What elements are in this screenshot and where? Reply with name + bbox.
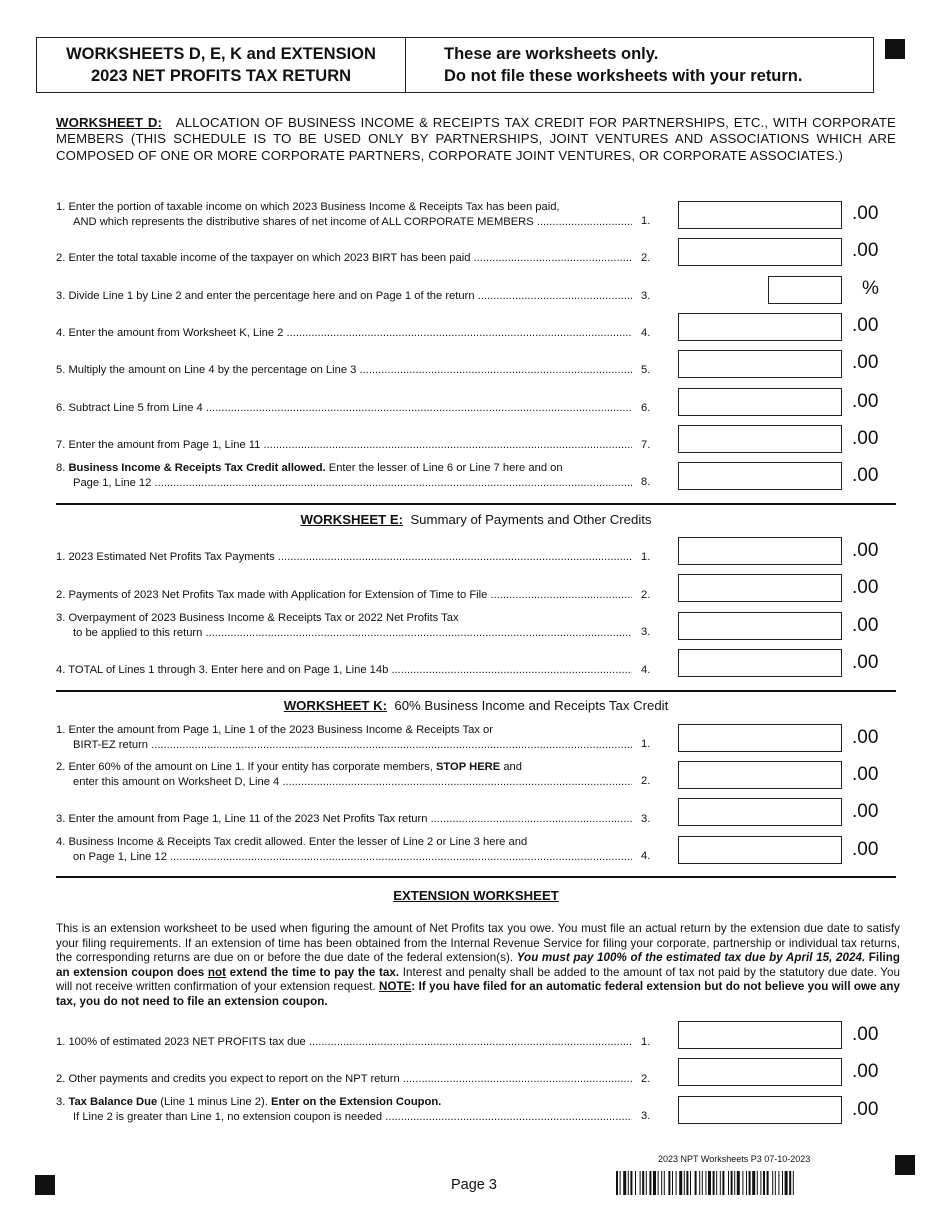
page-number: Page 3 (451, 1177, 497, 1193)
extension-line-1-input[interactable] (678, 1021, 842, 1049)
worksheet-e-line-3: 3. Overpayment of 2023 Business Income & Receipts Tax or 2022 Net Profits Tax to be applied to this return ..... (56, 611, 632, 640)
barcode-bar (684, 1171, 685, 1195)
barcode-bar (737, 1171, 740, 1195)
barcode-bar (778, 1171, 779, 1195)
worksheet-d-line-5-cents: .00 (852, 352, 879, 373)
barcode-bar (653, 1171, 656, 1195)
divider (56, 690, 896, 692)
worksheet-k-line-1-cents: .00 (852, 727, 879, 748)
registration-mark-bottom-left (35, 1175, 55, 1195)
barcode-bar (658, 1171, 659, 1195)
worksheet-d-line-7-input[interactable] (678, 425, 842, 453)
barcode-bar (742, 1171, 743, 1195)
worksheet-d-line-6: 6. Subtract Line 5 from Line 4 ..... (56, 401, 632, 416)
worksheet-k-line-1-number: 1. (641, 738, 651, 750)
barcode-bar (760, 1171, 761, 1195)
worksheet-k-line-1-input[interactable] (678, 724, 842, 752)
worksheet-d-line-8: 8. Business Income & Receipts Tax Credit allowed. Enter the lesser of Line 6 or Line 7 here and on Page 1, Line 12 ..... (56, 461, 632, 490)
worksheet-d-line-5-number: 5. (641, 364, 651, 376)
worksheet-d-line-8-number: 8. (641, 476, 651, 488)
barcode-bar (782, 1171, 783, 1195)
barcode-bar (640, 1171, 641, 1195)
worksheet-k-line-2-number: 2. (641, 775, 651, 787)
worksheet-d-line-7-cents: .00 (852, 428, 879, 449)
barcode-bar (620, 1171, 621, 1195)
worksheet-e-heading (56, 512, 896, 527)
barcode-bar (646, 1171, 647, 1195)
barcode-bar (623, 1171, 626, 1195)
divider (56, 503, 896, 505)
form-header (36, 37, 874, 93)
worksheet-e-line-4-number: 4. (641, 664, 651, 676)
worksheet-k-line-4-cents: .00 (852, 839, 879, 860)
extension-line-2-number: 2. (641, 1073, 651, 1085)
barcode-bar (676, 1171, 677, 1195)
barcode (616, 1171, 864, 1195)
worksheet-d-line-2: 2. Enter the total taxable income of the taxpayer on which 2023 BIRT has been paid ..... (56, 251, 632, 266)
worksheet-k-heading (56, 698, 896, 713)
worksheet-e-line-2-number: 2. (641, 589, 651, 601)
worksheet-k-line-4: 4. Business Income & Receipts Tax credit allowed. Enter the lesser of Line 2 or Line 3 here and on Page 1, Line 12 ..... (56, 835, 632, 864)
worksheet-e-line-1-number: 1. (641, 551, 651, 563)
extension-line-3-cents: .00 (852, 1099, 879, 1120)
worksheet-k-line-4-number: 4. (641, 850, 651, 862)
barcode-bar (628, 1171, 629, 1195)
worksheet-d-line-2-input[interactable] (678, 238, 842, 266)
barcode-bar (713, 1171, 715, 1195)
worksheet-d-line-4-input[interactable] (678, 313, 842, 341)
worksheet-e-line-2-input[interactable] (678, 574, 842, 602)
worksheet-d-line-2-cents: .00 (852, 240, 879, 261)
form-revision-code: 2023 NPT Worksheets P3 07-10-2023 (658, 1154, 811, 1164)
barcode-bar (630, 1171, 632, 1195)
barcode-bar (705, 1171, 706, 1195)
barcode-bar (789, 1171, 791, 1195)
barcode-bar (752, 1171, 755, 1195)
worksheet-d-line-6-number: 6. (641, 402, 651, 414)
extension-line-3-number: 3. (641, 1110, 651, 1122)
worksheet-d-line-1-number: 1. (641, 215, 651, 227)
worksheet-e-line-3-cents: .00 (852, 615, 879, 636)
barcode-bar (642, 1171, 644, 1195)
worksheet-e-line-3-number: 3. (641, 626, 651, 638)
worksheet-e-line-4-input[interactable] (678, 649, 842, 677)
extension-line-2: 2. Other payments and credits you expect to report on the NPT return ..... (56, 1072, 632, 1087)
barcode-bar (734, 1171, 735, 1195)
barcode-bar (722, 1171, 724, 1195)
worksheet-d-line-1: 1. Enter the portion of taxable income on which 2023 Business Income & Receipts Tax has been paid, AND which represents the distributive shares of net income of ALL CORPORATE MEMBERS ..... (56, 200, 632, 229)
worksheet-d-title: WORKSHEET D: (56, 115, 163, 130)
worksheet-d-line-5: 5. Multiply the amount on Line 4 by the percentage on Line 3 ..... (56, 363, 632, 378)
worksheet-e-line-1: 1. 2023 Estimated Net Profits Tax Payments ..... (56, 550, 632, 565)
barcode-bar (686, 1171, 688, 1195)
worksheet-k-line-3-cents: .00 (852, 801, 879, 822)
barcode-bar (757, 1171, 758, 1195)
barcode-bar (695, 1171, 697, 1195)
worksheet-d-line-6-cents: .00 (852, 391, 879, 412)
form-title (37, 38, 406, 92)
barcode-bar (672, 1171, 673, 1195)
worksheet-e-line-1-cents: .00 (852, 540, 879, 561)
barcode-bar (772, 1171, 773, 1195)
barcode-bar (699, 1171, 700, 1195)
worksheet-d-line-5-input[interactable] (678, 350, 842, 378)
worksheet-e-line-3-input[interactable] (678, 612, 842, 640)
barcode-bar (616, 1171, 618, 1195)
worksheet-k-subtitle: 60% Business Income and Receipts Tax Credit (394, 698, 669, 713)
worksheet-d-line-2-number: 2. (641, 252, 651, 264)
worksheet-d-line-6-input[interactable] (678, 388, 842, 416)
worksheet-d-line-1-input[interactable] (678, 201, 842, 229)
extension-line-1-number: 1. (641, 1036, 651, 1048)
worksheet-d-intro (56, 115, 896, 164)
worksheet-k-line-2-input[interactable] (678, 761, 842, 789)
worksheet-e-line-4-cents: .00 (852, 652, 879, 673)
form-title-line1: WORKSHEETS D, E, K and EXTENSION (66, 45, 376, 63)
registration-mark-bottom-right (895, 1155, 915, 1175)
worksheet-d-line-8-input[interactable] (678, 462, 842, 490)
worksheet-k-line-4-input[interactable] (678, 836, 842, 864)
form-title-line2: 2023 NET PROFITS TAX RETURN (90, 67, 352, 85)
worksheet-d-line-7: 7. Enter the amount from Page 1, Line 11 ..... (56, 438, 632, 453)
barcode-bar (708, 1171, 711, 1195)
worksheet-e-line-2: 2. Payments of 2023 Net Profits Tax made with Application for Extension of Time to File ..... (56, 588, 632, 603)
extension-line-1: 1. 100% of estimated 2023 NET PROFITS tax due ..... (56, 1035, 632, 1050)
worksheet-d-line-3-percent-input[interactable] (768, 276, 842, 304)
barcode-bar (679, 1171, 682, 1195)
barcode-bar (702, 1171, 703, 1195)
worksheet-d-line-3: 3. Divide Line 1 by Line 2 and enter the percentage here and on Page 1 of the return ..... (56, 289, 632, 304)
barcode-bar (767, 1171, 769, 1195)
worksheet-k-line-2: 2. Enter 60% of the amount on Line 1. If your entity has corporate members, STOP HERE and enter this amount on Worksheet D, Line 4 ..... (56, 760, 632, 789)
worksheet-d-line-4: 4. Enter the amount from Worksheet K, Line 2 ..... (56, 326, 632, 341)
worksheet-e-line-1-input[interactable] (678, 537, 842, 565)
extension-title: EXTENSION WORKSHEET (393, 888, 559, 903)
worksheet-d-line-4-number: 4. (641, 327, 651, 339)
form-notice (406, 38, 873, 92)
worksheet-k-line-3: 3. Enter the amount from Page 1, Line 11 of the 2023 Net Profits Tax return ..... (56, 812, 632, 827)
barcode-bar (749, 1171, 751, 1195)
extension-heading (56, 888, 896, 903)
extension-line-1-cents: .00 (852, 1024, 879, 1045)
worksheet-e-subtitle: Summary of Payments and Other Credits (410, 512, 652, 527)
worksheet-d-description: ALLOCATION OF BUSINESS INCOME & RECEIPTS TAX CREDIT FOR PARTNERSHIPS, ETC., WITH CORPORATE MEMBERS (THIS SCHEDULE IS TO BE USED ONLY BY PARTNERSHIPS, JOINT VENTURES AND ASSOCIATIONS WHICH ARE COMPOSED OF ONE OR MORE CORPORATE PARTNERS, CORPORATE JOINT VENTURES, OR CORPORATE ASSOCIATES.) (56, 115, 896, 163)
barcode-bar (635, 1171, 636, 1195)
barcode-bar (649, 1171, 651, 1195)
barcode-bar (668, 1171, 670, 1195)
barcode-bar (716, 1171, 717, 1195)
extension-line-2-input[interactable] (678, 1058, 842, 1086)
worksheet-d-line-8-cents: .00 (852, 465, 879, 486)
worksheet-k-line-2-cents: .00 (852, 764, 879, 785)
extension-line-3-input[interactable] (678, 1096, 842, 1124)
worksheet-d-line-3-percent-sign: % (862, 278, 879, 299)
worksheet-e-line-2-cents: .00 (852, 577, 879, 598)
barcode-bar (664, 1171, 665, 1195)
worksheet-d-line-7-number: 7. (641, 439, 651, 451)
worksheet-e-line-4: 4. TOTAL of Lines 1 through 3. Enter here and on Page 1, Line 14b ..... (56, 663, 632, 678)
barcode-bar (731, 1171, 733, 1195)
worksheet-k-line-3-number: 3. (641, 813, 651, 825)
worksheet-k-title: WORKSHEET K: (283, 698, 388, 713)
barcode-bar (775, 1171, 776, 1195)
form-notice-line2: Do not file these worksheets with your return. (444, 67, 803, 85)
extension-instructions: This is an extension worksheet to be used when figuring the amount of Net Profits tax you owe. You must file an actual return by the extension due date to satisfy your filing requirements. If an extension of time has been obtained from the Internal Revenue Service for filing your corporate, partnership or individual tax returns, the corresponding returns are due on or before the due date of the federal extension(s). You must pay 100% of the estimated tax due by April 15, 2024. Filing an extension coupon does not extend the time to pay the tax. Interest and penalty shall be added to the amount of tax not paid by the statutory due date. You will not receive written confirmation of your extension request. NOTE: If you have filed for an automatic federal extension but do not believe you will owe any tax, you do not need to file an extension coupon. (56, 922, 901, 1008)
worksheet-d-line-1-cents: .00 (852, 203, 879, 224)
worksheet-k-line-1: 1. Enter the amount from Page 1, Line 1 of the 2023 Business Income & Receipts Tax or BIRT-EZ return ..... (56, 723, 632, 752)
barcode-bar (793, 1171, 794, 1195)
barcode-bar (720, 1171, 721, 1195)
barcode-bar (728, 1171, 729, 1195)
worksheet-k-line-3-input[interactable] (678, 798, 842, 826)
extension-line-3: 3. Tax Balance Due (Line 1 minus Line 2). Enter on the Extension Coupon. If Line 2 is greater than Line 1, no extension coupon is needed ..... (56, 1095, 632, 1124)
worksheet-d-line-4-cents: .00 (852, 315, 879, 336)
barcode-bar (661, 1171, 662, 1195)
worksheet-d-line-3-number: 3. (641, 290, 651, 302)
barcode-bar (785, 1171, 788, 1195)
barcode-bar (690, 1171, 691, 1195)
registration-mark-top-right (885, 39, 905, 59)
divider (56, 876, 896, 878)
form-notice-line1: These are worksheets only. (444, 45, 659, 63)
barcode-bar (763, 1171, 765, 1195)
worksheet-e-title: WORKSHEET E: (300, 512, 404, 527)
barcode-bar (746, 1171, 747, 1195)
extension-line-2-cents: .00 (852, 1061, 879, 1082)
